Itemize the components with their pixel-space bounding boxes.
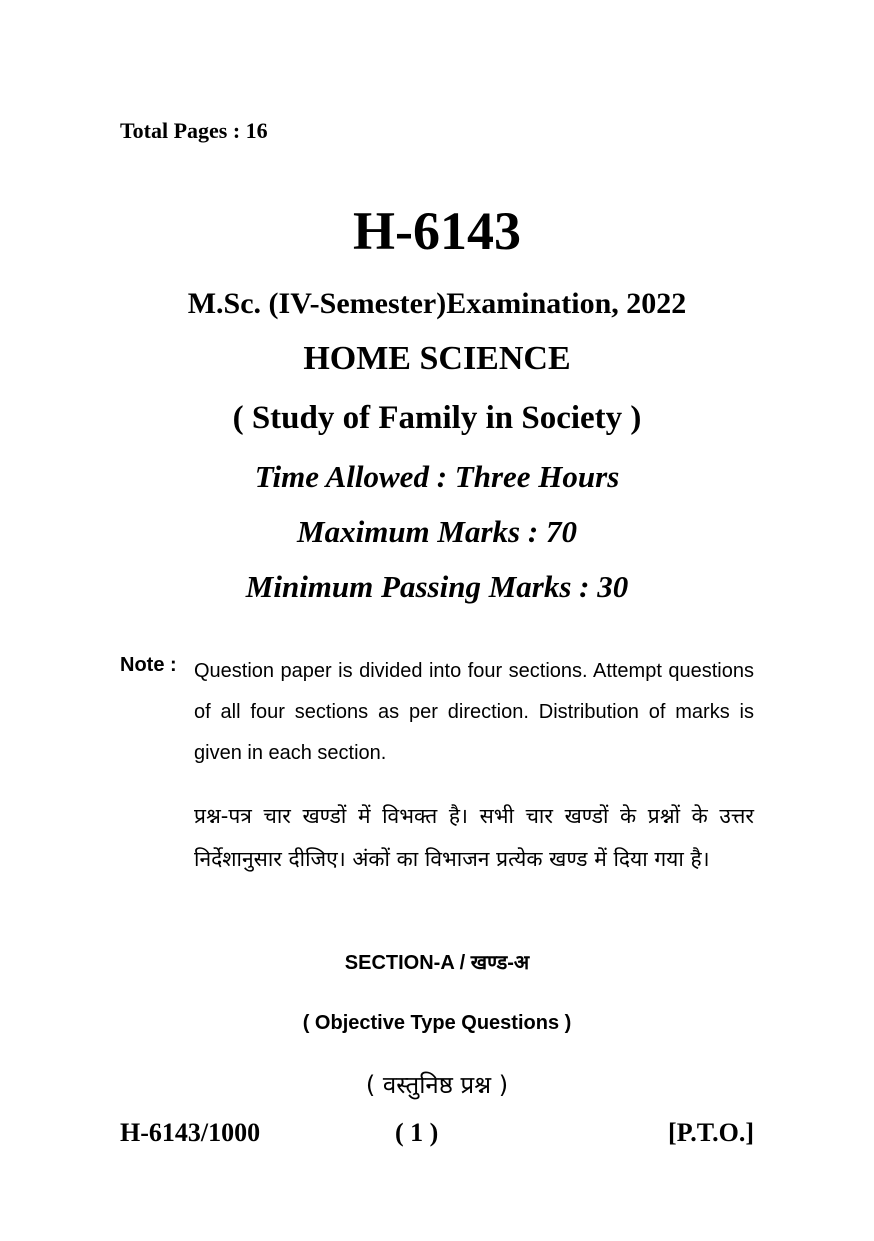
note-label: Note : [120, 654, 177, 676]
footer-page-number: ( 1 ) [395, 1118, 439, 1147]
section-a-subheading-hindi: ( वस्तुनिष्ठ प्रश्न ) [365, 1071, 509, 1099]
section-a-subheading: ( Objective Type Questions ) [302, 1012, 572, 1034]
exam-name: M.Sc. (IV-Semester)Examination, 2022 [187, 287, 687, 320]
maximum-marks: Maximum Marks : 70 [297, 514, 577, 549]
paper-title: ( Study of Family in Society ) [232, 400, 642, 436]
subject-title: HOME SCIENCE [303, 340, 571, 377]
footer-paper-code: H-6143/1000 [120, 1118, 261, 1147]
footer-pto: [P.T.O.] [668, 1118, 754, 1147]
section-a-heading: SECTION-A / खण्ड-अ [344, 952, 530, 974]
minimum-passing-marks: Minimum Passing Marks : 30 [245, 569, 629, 604]
note-hindi-text: प्रश्न-पत्र चार खण्डों में विभक्त है। सभी चार खण्डों के प्रश्नों के उत्तर निर्देशानुसार दीजिए। अंकों का विभाजन प्रत्येक खण्ड में दिया गया है। [194, 804, 754, 871]
note-english-text: Question paper is divided into four sections. Attempt questions of all four sections as per direction. Distribution of marks is given in each section. [194, 660, 754, 764]
paper-code: H-6143 [353, 201, 521, 261]
time-allowed: Time Allowed : Three Hours [254, 459, 620, 494]
total-pages: Total Pages : 16 [120, 118, 268, 143]
